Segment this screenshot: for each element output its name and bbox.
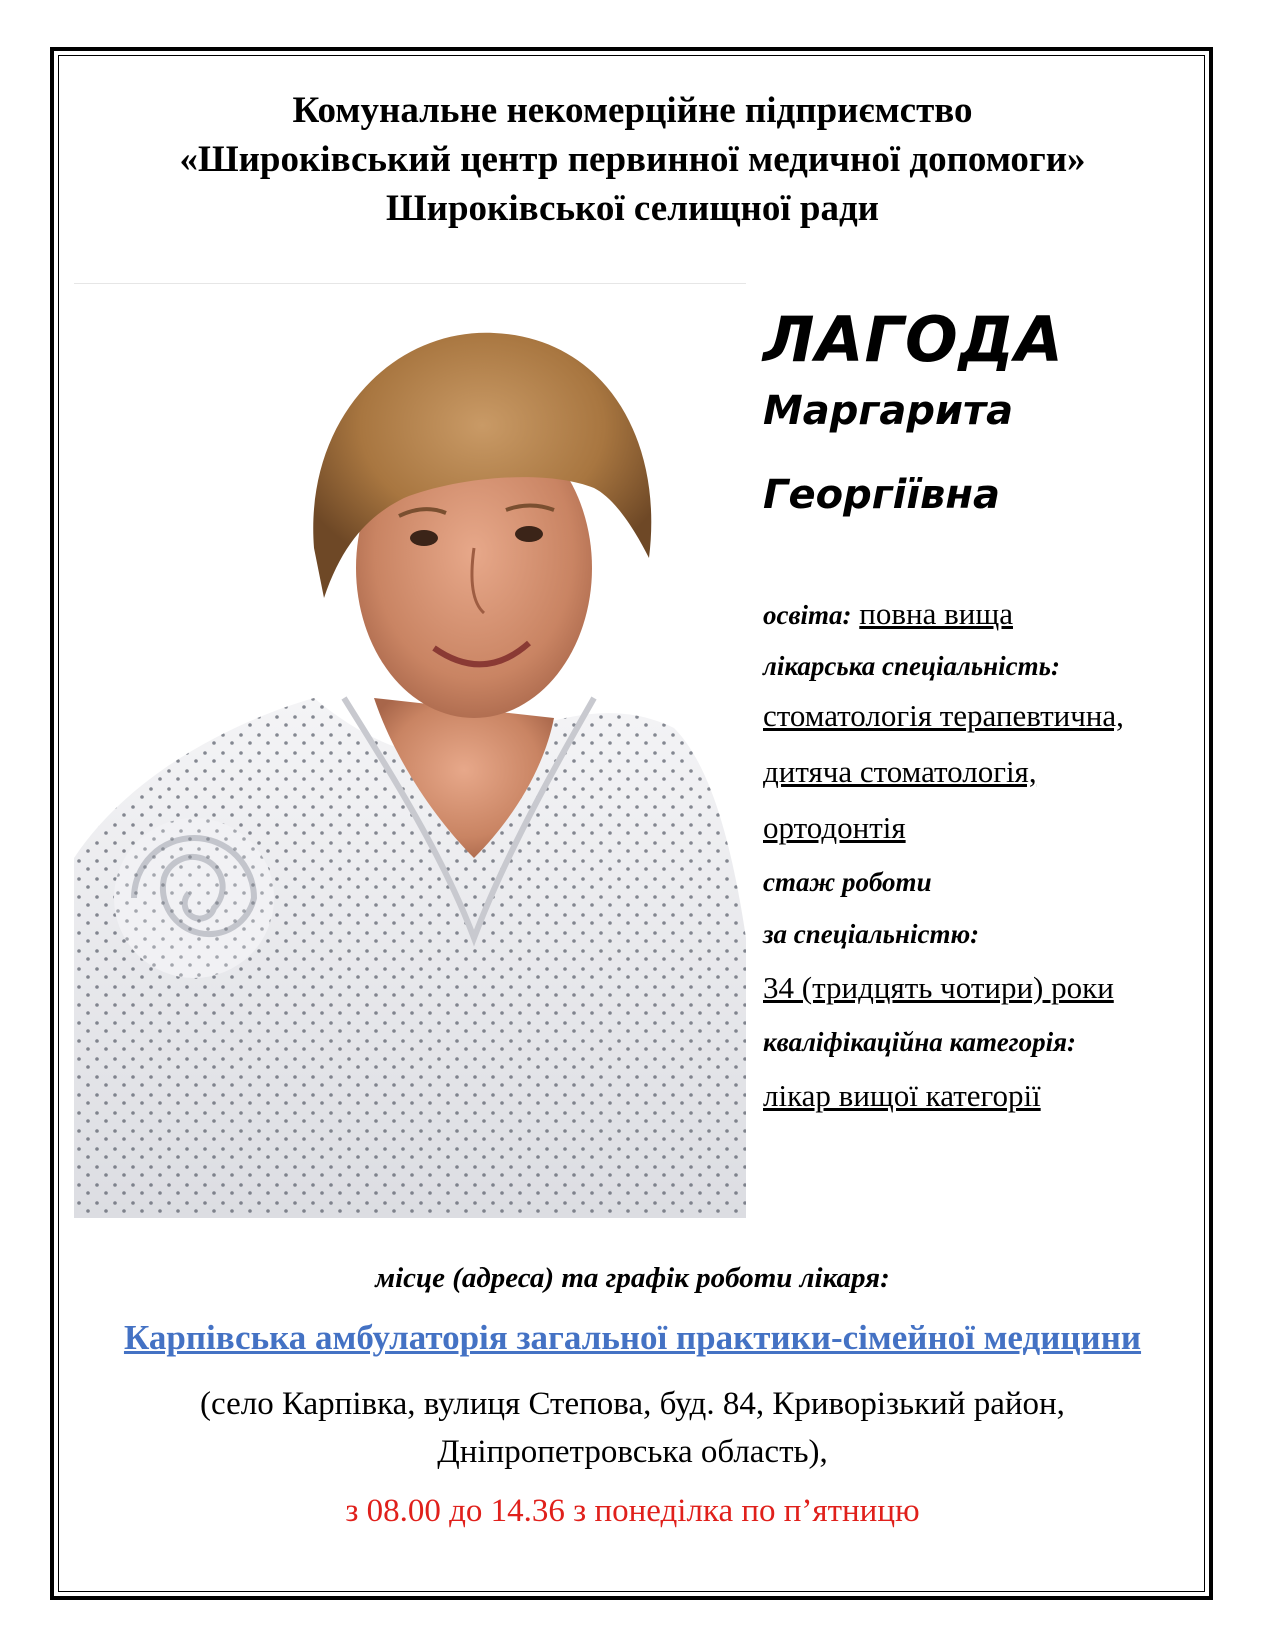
- header-line-3: Широківської селищної ради: [386, 188, 879, 229]
- working-hours: з 08.00 до 14.36 з понеділка по п’ятницю: [345, 1493, 920, 1529]
- specialty-value-3: ортодонтія: [763, 810, 906, 845]
- doctor-surname: ЛАГОДА: [763, 303, 1064, 376]
- doctor-patronymic: Георгіївна: [763, 472, 1000, 518]
- education-row: [763, 586, 1203, 642]
- address-line-2: Дніпропетровська область),: [437, 1434, 828, 1470]
- education-value: повна вища: [859, 596, 1013, 631]
- header-line-1: Комунальне некомерційне підприємство: [292, 90, 973, 131]
- header-line-2: «Широківський центр первинної медичної допомоги»: [179, 139, 1086, 180]
- doctor-name: [763, 300, 1203, 520]
- doctor-info: [763, 586, 1203, 1124]
- education-label: освіта:: [763, 600, 852, 630]
- address-line-1: (село Карпівка, вулиця Степова, буд. 84, Криворізький район,: [200, 1386, 1065, 1422]
- experience-label-1: стаж роботи: [763, 867, 932, 897]
- experience-label-2: за спеціальністю:: [763, 919, 980, 949]
- category-value: лікар вищої категорії: [763, 1078, 1041, 1113]
- specialty-value-1: стоматологія терапевтична,: [763, 698, 1124, 733]
- clinic-link[interactable]: Карпівська амбулаторія загальної практики-сімейної медицини: [123, 1318, 1142, 1357]
- category-label: кваліфікаційна категорія:: [763, 1027, 1077, 1057]
- doctor-photo: [74, 298, 746, 1218]
- specialty-label: лікарська спеціальність:: [763, 651, 1060, 681]
- doctor-first-name: Маргарита: [763, 388, 1014, 434]
- experience-value: 34 (тридцять чотири) роки: [763, 970, 1114, 1005]
- clinic-address: [60, 1380, 1205, 1476]
- specialty-value-2: дитяча стоматологія,: [763, 754, 1037, 789]
- clinic-link-row: [60, 1315, 1205, 1361]
- divider: [74, 283, 746, 284]
- organization-header: [60, 86, 1205, 233]
- schedule-heading: місце (адреса) та графік роботи лікаря:: [375, 1262, 890, 1294]
